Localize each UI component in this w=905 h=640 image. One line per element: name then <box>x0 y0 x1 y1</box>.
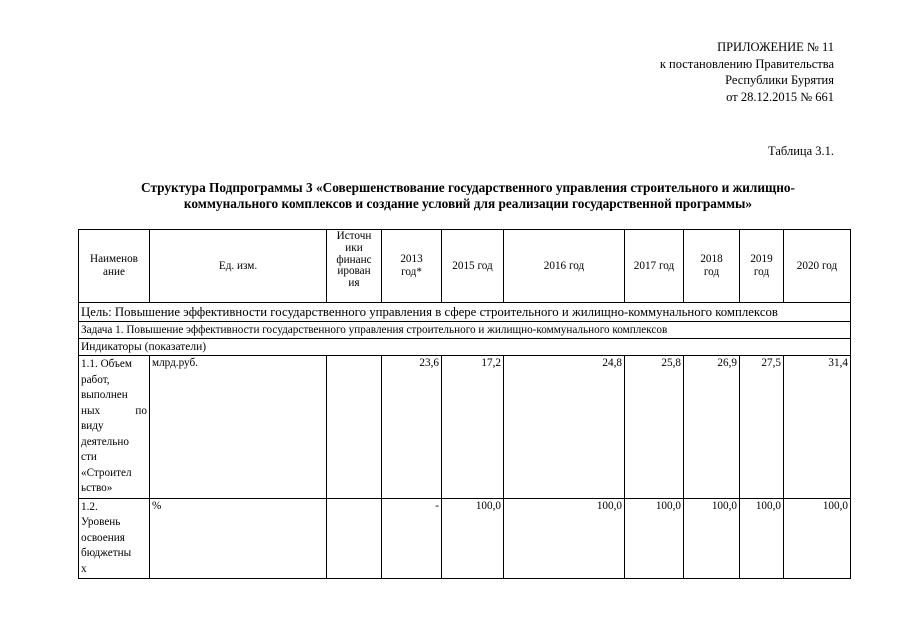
indicators-label: Индикаторы (показатели) <box>79 339 851 356</box>
document-title-line-2: коммунального комплексов и создание условий для реализации государственной программы» <box>183 196 753 211</box>
header-2020: 2020 год <box>784 230 851 303</box>
row-2016-cell: 100,0 <box>504 498 625 579</box>
appendix-block <box>660 39 834 105</box>
table-row <box>79 498 851 579</box>
row-2018-cell: 100,0 <box>684 498 740 579</box>
task-text: Задача 1. Повышение эффективности государственного управления строительного и жилищно-коммунального комплексов <box>79 322 851 339</box>
header-2013: 2013 год* <box>382 230 442 303</box>
row-unit-cell: млрд.руб. <box>150 356 327 499</box>
structure-table <box>78 229 851 579</box>
goal-text: Цель: Повышение эффективности государственного управления в сфере строительного и жилищно-коммунального комплексов <box>79 303 851 322</box>
row-2015-cell: 100,0 <box>442 498 504 579</box>
row-2019-cell: 100,0 <box>740 498 784 579</box>
row-source-cell <box>327 498 382 579</box>
header-2018: 2018 год <box>684 230 740 303</box>
appendix-region-line: Республики Бурятия <box>725 73 834 87</box>
row-2013-cell: 23,6 <box>382 356 442 499</box>
row-2018-cell: 26,9 <box>684 356 740 499</box>
header-funding-source: Источн ики финанс ирован ия <box>327 230 382 303</box>
row-2019-cell: 27,5 <box>740 356 784 499</box>
header-row <box>79 230 851 303</box>
header-2016: 2016 год <box>504 230 625 303</box>
table-caption: Таблица 3.1. <box>768 144 834 158</box>
row-2017-cell: 25,8 <box>625 356 684 499</box>
row-2015-cell: 17,2 <box>442 356 504 499</box>
document-title-line-1: Структура Подпрограммы 3 «Совершенствование государственного управления строительного и жилищно- <box>141 180 795 195</box>
task-row <box>79 322 851 339</box>
header-2017: 2017 год <box>625 230 684 303</box>
header-2019: 2019 год <box>740 230 784 303</box>
row-name-cell: 1.1. Объем работ, выполнен ных по виду деятельно сти «Строител ьство» <box>79 356 150 499</box>
row-2020-cell: 31,4 <box>784 356 851 499</box>
appendix-title: ПРИЛОЖЕНИЕ № 11 <box>717 40 834 54</box>
appendix-date-line: от 28.12.2015 № 661 <box>726 89 834 104</box>
row-source-cell <box>327 356 382 499</box>
row-name-cell: 1.2. Уровень освоения бюджетны х <box>79 498 150 579</box>
row-2013-cell: - <box>382 498 442 579</box>
table-row <box>79 356 851 499</box>
header-name: Наименов ание <box>79 230 150 303</box>
row-2016-cell: 24,8 <box>504 356 625 499</box>
appendix-decree-line: к постановлению Правительства <box>659 56 834 71</box>
row-2020-cell: 100,0 <box>784 498 851 579</box>
header-unit: Ед. изм. <box>150 230 327 303</box>
document-title <box>78 180 858 212</box>
row-unit-cell: % <box>150 498 327 579</box>
indicators-row <box>79 339 851 356</box>
goal-row <box>79 303 851 322</box>
row-2017-cell: 100,0 <box>625 498 684 579</box>
header-2015: 2015 год <box>442 230 504 303</box>
